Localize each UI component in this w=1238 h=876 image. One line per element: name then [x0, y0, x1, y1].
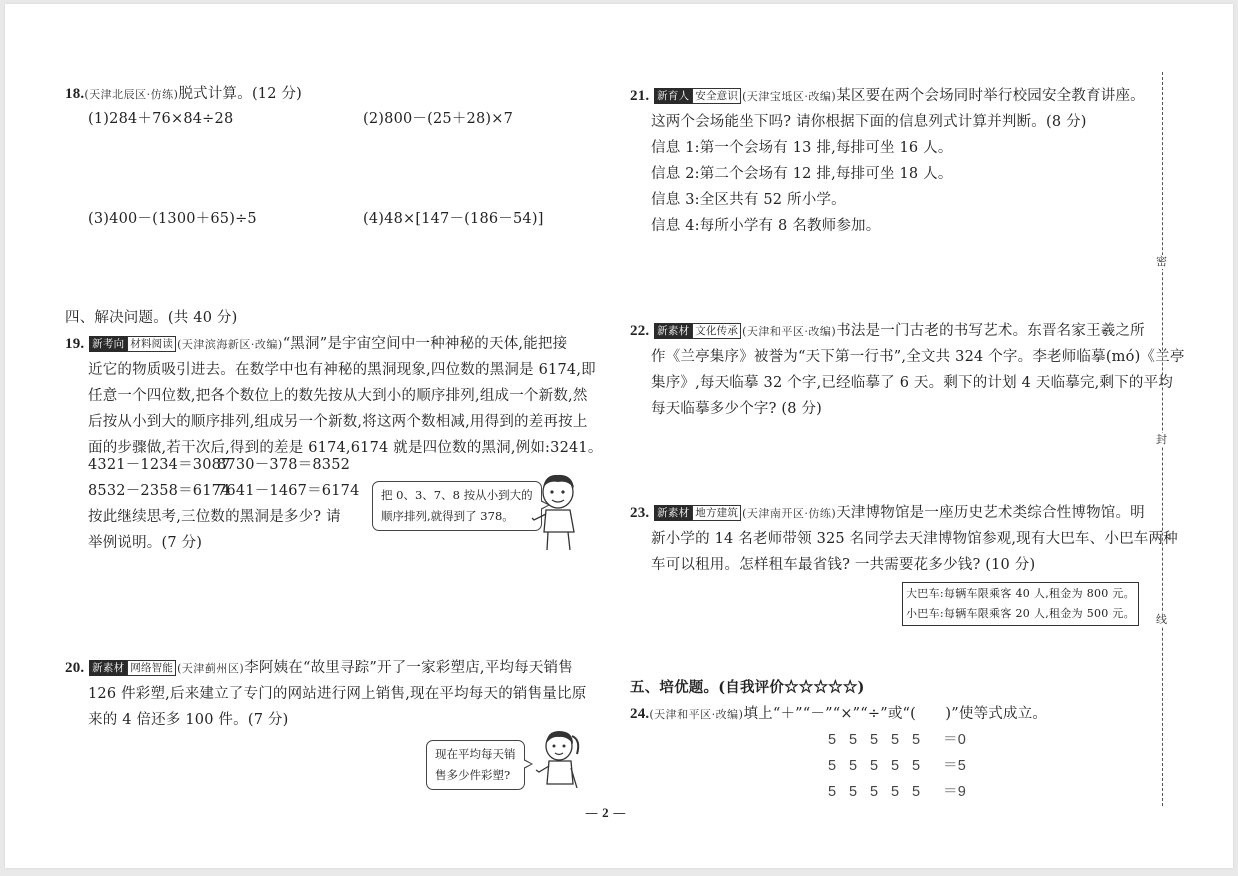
q23-line-0: 天津博物馆是一座历史艺术类综合性博物馆。明: [836, 505, 1145, 521]
q22-source: (天津和平区·改编): [742, 325, 837, 338]
q20-tag-outline: 网络智能: [127, 660, 176, 676]
q20-heading: [65, 655, 573, 682]
q19-line-2: 任意一个四位数,把各个数位上的数先按从大到小的顺序排列,组成一个新数,然: [88, 388, 588, 404]
q24-equation-3: [828, 779, 966, 805]
q19-tag-dark: 新考向: [89, 336, 127, 352]
q20-line-0: 李阿姨在“故里寻踪”开了一家彩塑店,平均每天销售: [244, 660, 573, 676]
digit: 5: [870, 758, 879, 774]
equation-result: ＝9: [943, 784, 966, 800]
q18-item-3: (3)400－(1300＋65)÷5: [88, 211, 257, 227]
q21-info-3: 信息 3:全区共有 52 所小学。: [651, 192, 846, 208]
q21-number: 21.: [630, 88, 650, 104]
q19-source: (天津滨海新区·改编): [177, 338, 283, 351]
q19-bubble-line-2: 顺序排列,就得到了 378。: [381, 509, 514, 523]
q19-number: 19.: [65, 336, 85, 352]
q19-example-2a: 8532－2358＝6174: [88, 483, 231, 499]
digit: 5: [849, 784, 858, 800]
q24-equation-2: [828, 753, 966, 779]
q20-tag-dark: 新素材: [89, 660, 127, 676]
digit: 5: [891, 732, 900, 748]
section-5-title: 五、培优题。(自我评价☆☆☆☆☆): [630, 679, 865, 696]
digit: 5: [849, 758, 858, 774]
digit: 5: [870, 784, 879, 800]
digit: 5: [912, 784, 921, 800]
q21-heading: [630, 83, 1145, 110]
q23-small-bus-row: 小巴车:每辆车限乘客 20 人,租金为 500 元。: [906, 607, 1135, 620]
q20-bubble-line-2: 售多少件彩塑?: [435, 768, 511, 782]
q24-equation-1: [828, 727, 966, 753]
q21-info-2: 信息 2:第二个会场有 12 排,每排可坐 18 人。: [651, 166, 953, 182]
q23-big-bus-row: 大巴车:每辆车限乘客 40 人,租金为 800 元。: [906, 587, 1135, 600]
digit: 5: [891, 784, 900, 800]
q23-number: 23.: [630, 505, 650, 521]
q24-source: (天津和平区·改编): [649, 708, 744, 721]
q20-line-1: 126 件彩塑,后来建立了专门的网站进行网上销售,现在平均每天的销售量比原: [88, 686, 587, 702]
q19-example-1b: 8730－378＝8352: [217, 457, 351, 473]
q19-tag-outline: 材料阅读: [127, 336, 176, 352]
q18-heading: [65, 81, 302, 108]
q19-line-0: “黑洞”是宇宙空间中一种神秘的天体,能把接: [282, 336, 568, 352]
girl-character-icon: [535, 728, 585, 798]
q19-bubble-line-1: 把 0、3、7、8 按从小到大的: [381, 488, 533, 502]
page-number: — 2 —: [585, 805, 626, 821]
q18-item-4: (4)48×[147－(186－54)]: [363, 211, 544, 227]
q23-source: (天津南开区·仿练): [742, 507, 837, 520]
binding-char-mi: 密: [1156, 255, 1167, 268]
q19-line-4: 面的步骤做,若干次后,得到的差是 6174,6174 就是四位数的黑洞,例如:3241。: [88, 440, 603, 456]
q22-heading: [630, 318, 1145, 345]
q21-info-1: 信息 1:第一个会场有 13 排,每排可坐 16 人。: [651, 140, 953, 156]
digit: 5: [891, 758, 900, 774]
q23-line-2: 车可以租用。怎样租车最省钱? 一共需要花多少钱? (10 分): [651, 557, 1036, 573]
section-4-title: 四、解决问题。(共 40 分): [65, 310, 238, 326]
q18-source: (天津北辰区·仿练): [84, 88, 179, 101]
q23-bus-info-box: [902, 582, 1139, 626]
q19-line-3: 后按从小到大的顺序排列,组成另一个新数,将这两个数相减,用得到的差再按上: [88, 414, 588, 430]
digit: 5: [828, 758, 837, 774]
equation-result: ＝0: [943, 732, 966, 748]
q24-heading: [630, 701, 1047, 728]
binding-char-xian: 线: [1156, 613, 1167, 626]
q20-number: 20.: [65, 660, 85, 676]
q20-speech-bubble: [426, 740, 525, 790]
digit: 5: [870, 732, 879, 748]
q23-line-1: 新小学的 14 名老师带领 325 名同学去天津博物馆参观,现有大巴车、小巴车两种: [651, 531, 1178, 547]
digit: 5: [828, 732, 837, 748]
page-number-value: 2: [602, 805, 609, 820]
q19-question-line-2: 举例说明。(7 分): [88, 535, 203, 551]
q20-line-2: 来的 4 倍还多 100 件。(7 分): [88, 712, 289, 728]
q21-line-1: 这两个会场能坐下吗? 请你根据下面的信息列式计算并判断。(8 分): [651, 114, 1087, 130]
q19-line-1: 近它的物质吸引进去。在数学中也有神秘的黑洞现象,四位数的黑洞是 6174,即: [88, 362, 596, 378]
equation-result: ＝5: [943, 758, 966, 774]
q22-tag-dark: 新素材: [654, 323, 692, 339]
q18-text: 脱式计算。(12 分): [178, 86, 303, 102]
q18-number: 18.: [65, 86, 85, 102]
q21-line-0: 某区要在两个会场同时举行校园安全教育讲座。: [836, 88, 1145, 104]
q19-heading: [65, 331, 567, 358]
q19-question-line-1: 按此继续思考,三位数的黑洞是多少? 请: [88, 509, 341, 525]
q24-text: 填上“＋”“－”“×”“÷”或“( )”使等式成立。: [743, 706, 1048, 722]
q22-line-0: 书法是一门古老的书写艺术。东晋名家王羲之所: [836, 323, 1145, 339]
q21-info-4: 信息 4:每所小学有 8 名教师参加。: [651, 218, 881, 234]
digit: 5: [849, 732, 858, 748]
q20-bubble-line-1: 现在平均每天销: [435, 747, 516, 761]
q19-example-1a: 4321－1234＝3087: [88, 457, 231, 473]
q22-number: 22.: [630, 323, 650, 339]
q23-heading: [630, 500, 1145, 527]
q24-number: 24.: [630, 706, 650, 722]
q19-speech-bubble: [372, 481, 542, 531]
q18-item-2: (2)800－(25＋28)×7: [363, 111, 514, 127]
q22-line-3: 每天临摹多少个字? (8 分): [651, 401, 823, 417]
boy-character-icon: [530, 472, 582, 554]
q23-tag-dark: 新素材: [654, 505, 692, 521]
q22-line-2: 集序》,每天临摹 32 个字,已经临摹了 6 天。剩下的计划 4 天临摹完,剩下的平均: [651, 375, 1173, 391]
q23-tag-outline: 地方建筑: [692, 505, 741, 521]
q18-item-1: (1)284＋76×84÷28: [88, 111, 234, 127]
q20-source: (天津蓟州区): [177, 662, 245, 675]
q19-example-2b: 7641－1467＝6174: [217, 483, 360, 499]
q21-tag-outline: 安全意识: [692, 88, 741, 104]
digit: 5: [912, 758, 921, 774]
q22-line-1: 作《兰亭集序》被誉为“天下第一行书”,全文共 324 个字。李老师临摹(mó)《兰亭: [651, 349, 1185, 365]
digit: 5: [912, 732, 921, 748]
binding-char-feng: 封: [1156, 433, 1167, 446]
q21-source: (天津宝坻区·改编): [742, 90, 837, 103]
q22-tag-outline: 文化传承: [692, 323, 741, 339]
q21-tag-dark: 新育人: [654, 88, 692, 104]
digit: 5: [828, 784, 837, 800]
